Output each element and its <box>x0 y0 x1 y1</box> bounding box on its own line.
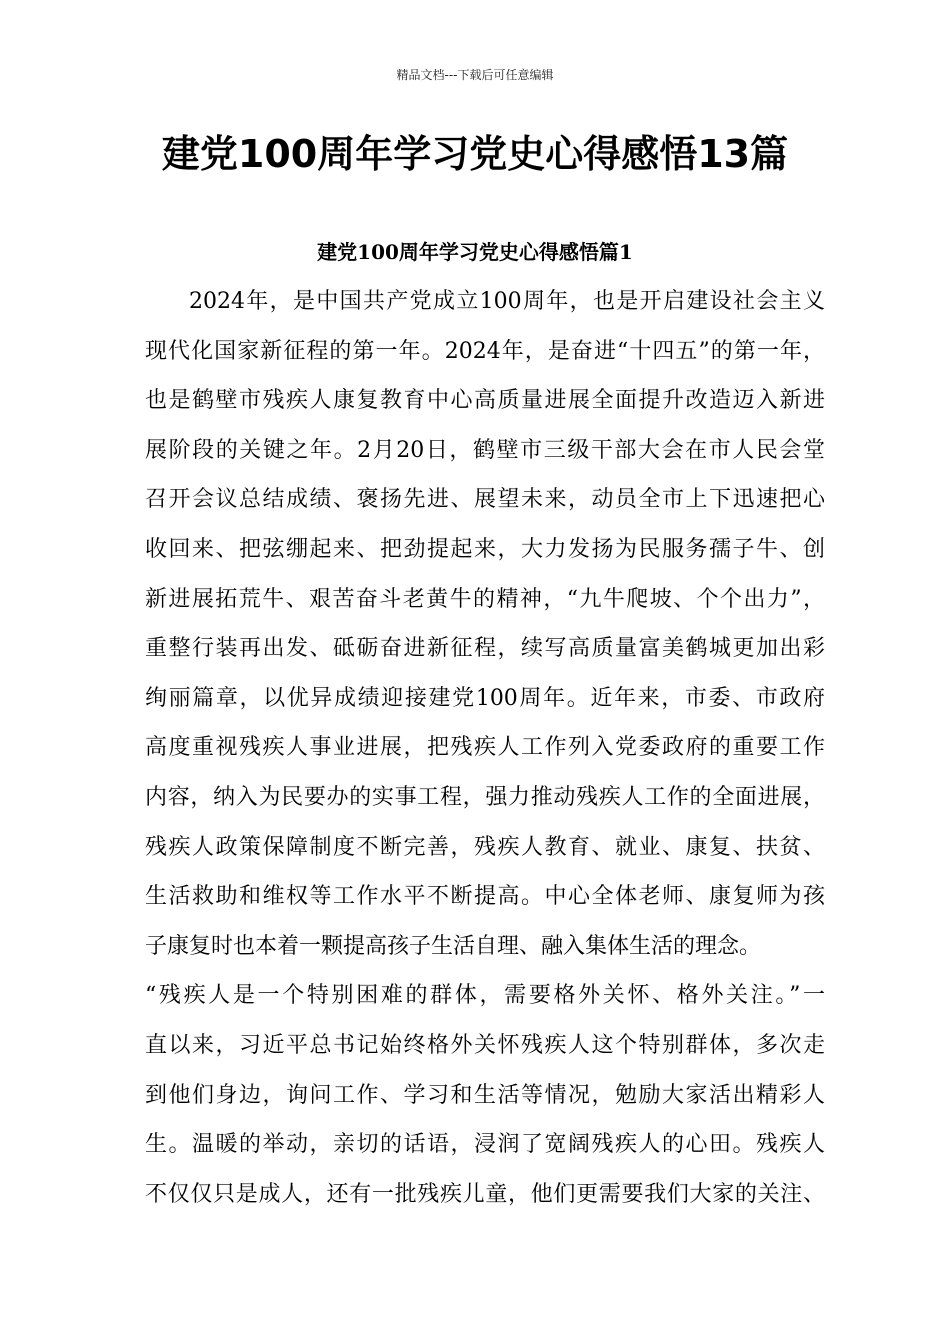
header-note: 精品文档---下载后可任意编辑 <box>396 68 554 82</box>
paragraph-line: 到他们身边，询问工作、学习和生活等情况，勉励大家活出精彩人 <box>145 1082 825 1108</box>
paragraph-line: 也是鹤壁市残疾人康复教育中心高质量进展全面提升改造迈入新进 <box>145 388 825 414</box>
paragraph-line: 不仅仅只是成人，还有一批残疾儿童，他们更需要我们大家的关注、 <box>145 1181 825 1207</box>
section-title: 建党100周年学习党史心得感悟篇1 <box>317 240 633 264</box>
body-paragraph <box>145 284 825 1226</box>
paragraph-line: 直以来，习近平总书记始终格外关怀残疾人这个特别群体，多次走 <box>145 1032 825 1058</box>
paragraph-line: 现代化国家新征程的第一年。2024年，是奋进“十四五”的第一年， <box>145 338 825 364</box>
paragraph-line: 内容，纳入为民要办的实事工程，强力推动残疾人工作的全面进展， <box>145 784 825 810</box>
paragraph-line: 收回来、把弦绷起来、把劲提起来，大力发扬为民服务孺子牛、创 <box>145 536 825 562</box>
paragraph-line: 重整行装再出发、砥砺奋进新征程，续写高质量富美鹤城更加出彩 <box>145 636 825 662</box>
paragraph-line: 展阶段的关键之年。2月20日，鹤壁市三级干部大会在市人民会堂 <box>145 437 825 463</box>
paragraph-line: 绚丽篇章，以优异成绩迎接建党100周年。近年来，市委、市政府 <box>145 685 825 711</box>
document-title: 建党100周年学习党史心得感悟13篇 <box>161 132 789 176</box>
paragraph-line: “残疾人是一个特别困难的群体，需要格外关怀、格外关注。”一 <box>145 983 825 1009</box>
paragraph-line: 2024年，是中国共产党成立100周年，也是开启建设社会主义 <box>189 289 825 314</box>
paragraph-line: 生。温暖的举动，亲切的话语，浸润了宽阔残疾人的心田。残疾人 <box>145 1132 825 1158</box>
paragraph-line: 召开会议总结成绩、褒扬先进、展望未来，动员全市上下迅速把心 <box>145 487 825 513</box>
paragraph-line: 子康复时也本着一颗提高孩子生活自理、融入集体生活的理念。 <box>145 933 762 959</box>
paragraph-line: 高度重视残疾人事业进展，把残疾人工作列入党委政府的重要工作 <box>145 735 825 761</box>
paragraph-line: 残疾人政策保障制度不断完善，残疾人教育、就业、康复、扶贫、 <box>145 834 825 860</box>
paragraph-line: 新进展拓荒牛、艰苦奋斗老黄牛的精神，“九牛爬坡、个个出力”， <box>145 586 825 612</box>
paragraph-line: 生活救助和维权等工作水平不断提高。中心全体老师、康复师为孩 <box>145 884 825 910</box>
